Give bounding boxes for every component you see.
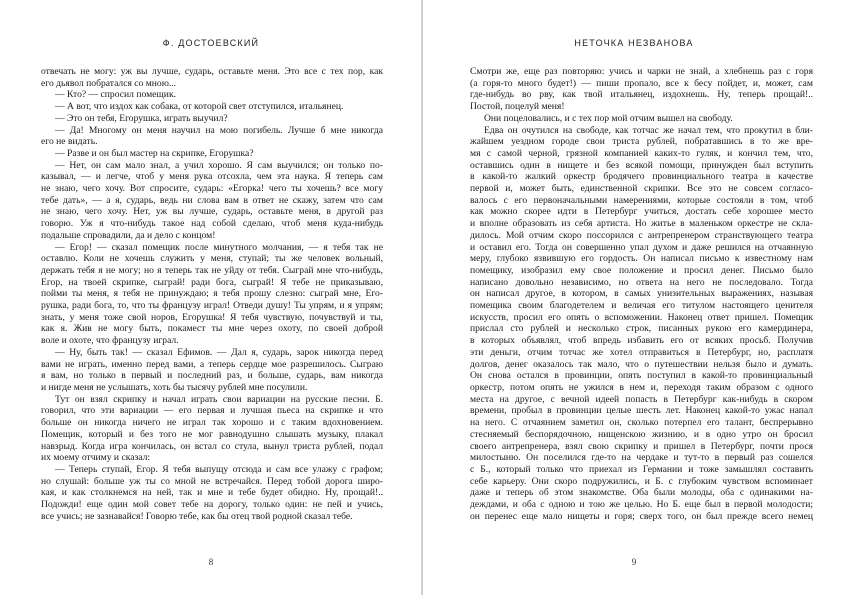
text-line: Смотри же, еще раз повторяю: учись и чарки не знай, а хлебнешь раз с горя (470, 66, 813, 77)
text-line: говорю. Уж я что-нибудь такое над собой сделаю, чтоб меня куда-нибудь (41, 218, 383, 230)
text-line: я вам, но только в первый и последний раз, и больше, сударь, вам никогда (41, 370, 383, 382)
text-line: — Ну, быть так! — сказал Ефимов. — Дал я, сударь, зарок никогда перед (55, 346, 383, 358)
page-number-right: 9 (631, 557, 637, 567)
text-line: пойми ты меня, я тебя не принуждаю; я тебя прошу слезно: сыграй мне, Его- (41, 288, 383, 300)
text-line: написано довольно независимо, но ответа на него не последовало. Тогда (470, 276, 813, 288)
text-line: — Да! Многому он меня научил на мою погибель. Лучше б мне никогда (55, 124, 383, 136)
text-line: их моему отчиму и сказал: (41, 452, 151, 464)
text-line: его не видать. (41, 136, 98, 148)
text-line: оставшись один в нищете и без всякой помощи, принужден был вступить (470, 159, 813, 171)
text-line: стесняемый беспорядочною, нищенскою жизнию, и в одно утро он бросил (470, 428, 813, 440)
text-line: помещика своим благодетелем и величая его титулом настоящего ценителя (470, 300, 813, 312)
text-line: искусств, просил его опять о вспоможении. Наконец ответ пришел. Помещик (470, 311, 813, 323)
text-line: меру, глубоко язвившую его гордость. Он написал письмо к известному нам (470, 253, 813, 265)
text-line: деждами, и оба с одною и тою же целью. Но Б. еще был в первой молодости; (470, 499, 813, 511)
text-line: в которых объявлял, чтоб впредь избавить его от всяких просьб. Получив (470, 335, 813, 347)
right-body-text (470, 66, 813, 522)
text-line: — Теперь ступай, Егор. Я тебя выпущу отсюда и сам все улажу с графом; (55, 463, 383, 475)
text-line: навзрыд. Когда игра кончилась, он встал со стула, вынул триста рублей, подал (41, 440, 383, 452)
text-line: его дьявол побратался со мною... (41, 77, 177, 89)
text-line: милостыню. Он поселился где-то на чердаке и тут-то в первый раз сошелся (470, 452, 813, 464)
text-line: Тут он взял скрипку и начал играть свои вариации на русские песни. Б. (55, 393, 383, 405)
text-line: прислал сто рублей и несколько строк, писанных рукою его камердинера, (470, 323, 813, 335)
text-line: валось с его первоначальными намерениями, которые состояли в том, чтоб (470, 194, 813, 206)
left-body-text (41, 66, 383, 522)
text-line: — Это он тебя, Егорушка, играть выучил? (55, 112, 228, 124)
text-line: знать, у меня тоже свой норов, Егорушка! Я тебя чувствую, почувствуй и ты, (41, 311, 383, 323)
text-line: места на другое, с вечной идеей попасть в Петербург как-нибудь в скором (470, 393, 813, 405)
text-line: кая, и как столкнемся на ней, так и мне и тебе будет обидно. Ну, прощай!.. (41, 487, 383, 499)
text-line: — Разве и он был мастер на скрипке, Егорушка? (55, 147, 254, 159)
text-line: — Егор! — сказал помещик после минутного молчания, — я тебя так не (55, 241, 383, 253)
left-page (0, 0, 422, 595)
text-line: и оставил его. Тогда он совершенно упал духом и даже решился на отчаянную (470, 241, 813, 253)
text-line: как я. Жив не могу быть, покамест ты мне через охоту, по своей доброй (41, 323, 383, 335)
text-line: мя с самой черной, грязной компанией каких-то гуляк, и кончил тем, что, (470, 147, 813, 159)
text-line: в какой-то жалкий оркестр бродячего провинциального театра в качестве (470, 171, 813, 183)
text-line: оркестр, потом опять не ужился в нем и, переходя таким образом с одного (470, 381, 813, 393)
text-line: рушка, ради бога, то, что ты французу играл! Отведи душу! Ты упрям, и я упрям; (41, 300, 383, 312)
text-line: тебе дать», — а я, сударь, ведь ни слова вам в ответ не скажу, затем что сам (41, 194, 383, 206)
text-line: он написал другое, в котором, в самых унизительных выражениях, называя (470, 288, 813, 300)
page-number-left: 8 (208, 557, 214, 567)
text-line: — Кто? — спросил помещик. (55, 89, 176, 101)
text-line: на него. С отчаянием заметил он, сколько потерпел его талант, беспрерывно (470, 417, 813, 429)
text-line: даже и теперь об этом знакомстве. Оба были молоды, оба с одинакими на- (470, 487, 813, 499)
text-line: вами не играть, именно перед вами, а теперь сердце мое разрешилось. Сыграю (41, 358, 383, 370)
text-line: подальше спровадили, да и дело с концом! (41, 229, 216, 241)
text-line: Они поцеловались, и с тех пор мой отчим вышел на свободу. (484, 112, 733, 124)
text-line: но слушай: больше уж ты со мной не встречайся. Перед тобой дорога широ- (41, 475, 383, 487)
text-line: воле и охоте, что французу играл. (41, 335, 179, 347)
text-line: отвечать не могу: уж вы лучше, сударь, оставьте меня. Это все с тех пор, как (41, 66, 383, 77)
text-line: казывал, — и легче, чтоб у меня рука отсохла, чем эта наука. Я теперь сам (41, 171, 383, 183)
text-line: эти деньги, отчим тотчас же хотел отправиться в Петербург, но, расплатя (470, 346, 813, 358)
text-line: Помещик, который и без того не мог равнодушно слышать музыку, плакал (41, 428, 383, 440)
text-line: и вполне образовать из себя артиста. Но житье в маленьком оркестре не скла- (470, 218, 813, 230)
text-line: оставлю. Коли не хочешь служить у меня, ступай; ты же человек вольный, (41, 253, 383, 265)
text-line: держать тебя я не могу; но я теперь так не уйду от тебя. Сыграй мне что-нибудь, (41, 264, 383, 276)
text-line: говорил, что эти вариации — его первая и лучшая пьеса на скрипке и что (41, 405, 383, 417)
text-line: себе карьеру. Они скоро подружились, и Б. с глубоким чувством вспоминает (470, 475, 813, 487)
running-header-author: Ф. ДОСТОЕВСКИЙ (162, 38, 260, 48)
right-page (423, 0, 845, 595)
text-line: долгов, денег оказалось так мало, что о путешествии нельзя было и думать. (470, 358, 813, 370)
text-line: (а горя-то много будет!) — пиши пропало, все к бесу пойдет, и, может, сам (470, 77, 813, 89)
text-line: Егор, на твоей скрипке, сыграй! ради бога, сыграй! Я тебе не приказываю, (41, 276, 383, 288)
text-line: как можно скорее идти в Петербург учиться, достать себе хорошее место (470, 206, 813, 218)
text-line: и нигде меня не услышать, хоть бы тысячу рублей мне посулили. (41, 381, 308, 393)
text-line: Едва он очутился на свободе, как тотчас же начал тем, что прокутил в бли- (484, 124, 813, 136)
text-line: жайшем уездном городе свои триста рублей, побратавшись в то же вре- (470, 136, 813, 148)
text-line: Он снова остался в провинции, опять поступил в какой-то провинциальный (470, 370, 813, 382)
text-line: дилось. Мой отчим скоро поссорился с антрепренером странствующего театра (470, 229, 813, 241)
text-line: все учись; не зазнавайся! Говорю тебе, как бы отец твой родной сказал тебе. (41, 510, 353, 522)
text-line: своего антрепренера, взял свою скрипку и пришел в Петербург, почти прося (470, 440, 813, 452)
text-line: с Б., который только что приехал из Германии и тоже замышлял составить (470, 463, 813, 475)
text-line: времени, пробыл в провинции целые шесть лет. Наконец какой-то ужас напал (470, 405, 813, 417)
running-header-title: НЕТОЧКА НЕЗВАНОВА (574, 38, 694, 48)
text-line: Постой, поцелуй меня! (470, 101, 565, 113)
text-line: больше он никогда ничего не играл так хорошо и с таким вдохновением. (41, 417, 383, 429)
text-line: — Нет, он сам мало знал, а учил хорошо. Я сам выучился; он только по- (55, 159, 383, 171)
text-line: где-нибудь во рву, как твой итальянец, издохнешь. Ну, теперь прощай!.. (470, 89, 813, 101)
text-line: не знаю, чего хочу. Нет, уж вы лучше, сударь, оставьте меня, в другой раз (41, 206, 383, 218)
text-line: первой и, может быть, единственной скрипки. Все это не совсем согласо- (470, 183, 813, 195)
text-line: помещику, изобразил ему свое положение и просил денег. Письмо было (470, 264, 813, 276)
text-line: — А вот, что издох как собака, от которой свет отступился, итальянец. (55, 101, 344, 113)
text-line: он перенес еще мало нищеты и горя; сверх того, он был прежде всего немец (470, 510, 813, 522)
text-line: Подожди! еще один мой совет тебе на дорогу, только один: не пей и учись, (41, 499, 383, 511)
text-line: не знаю, чего хочу. Вот спросите, сударь: «Егорка! чего ты хочешь? все могу (41, 183, 383, 195)
